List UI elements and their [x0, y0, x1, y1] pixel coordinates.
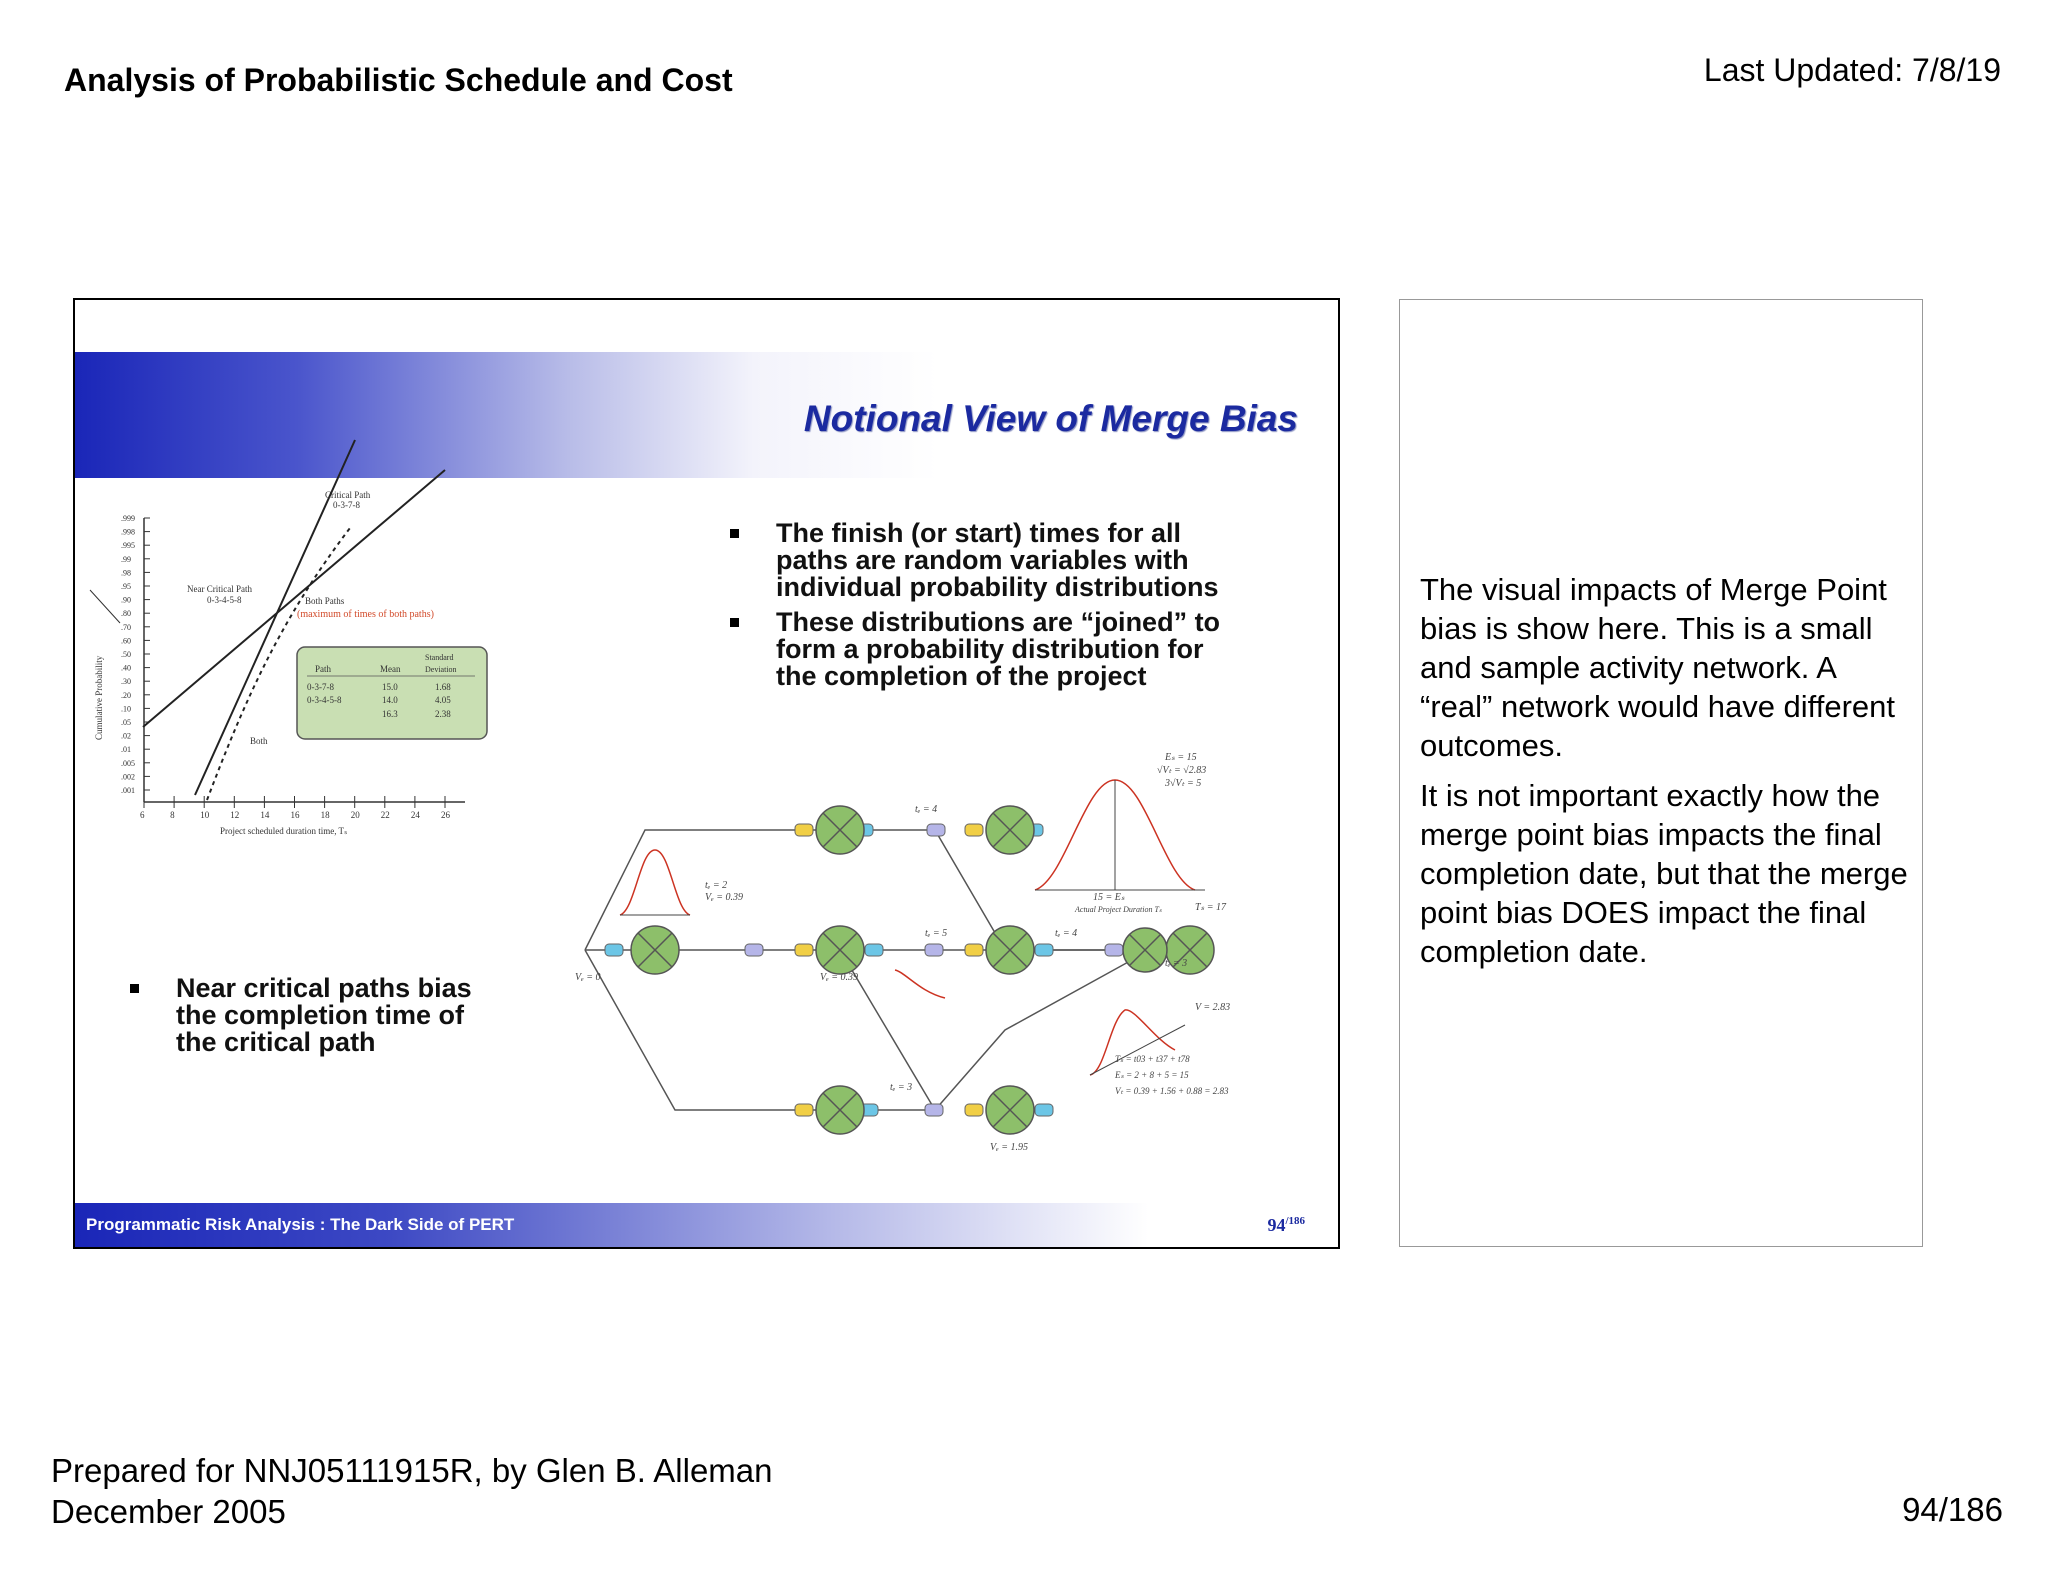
y-tick-label: .005 [121, 758, 135, 768]
y-tick-label: .50 [121, 650, 131, 659]
y-tick-label: .99 [121, 554, 131, 564]
last-updated-date: Last Updated: 7/8/19 [1703, 52, 2001, 88]
node-10 [986, 1086, 1034, 1134]
x-tick-label: 20 [350, 810, 360, 820]
svg-text:V = 2.83: V = 2.83 [1195, 1002, 1231, 1013]
y-tick-label: .05 [121, 718, 131, 727]
path-statistics-table [297, 647, 487, 739]
svg-text:Vₑ = 1.95: Vₑ = 1.95 [990, 1142, 1028, 1153]
svg-text:15 = Eₛ: 15 = Eₛ [1093, 892, 1125, 903]
critical-path-nodes: 0-3-7-8 [333, 500, 360, 510]
speaker-notes-text [1420, 570, 1910, 982]
bullet-item: The finish (or start) times for all paths are random variables with individual probability distributions [730, 520, 1230, 601]
slide-number: $94^{/186}$ [1267, 1215, 1305, 1235]
document-title: Analysis of Probabilistic Schedule and Cost [64, 62, 733, 98]
svg-text:Vₜ = 0.39 + 1.56 + 0.88 = 2.83: Vₜ = 0.39 + 1.56 + 0.88 = 2.83 [1115, 1086, 1229, 1096]
prepared-date: December 2005 [51, 1493, 286, 1530]
y-tick-label: .40 [121, 663, 131, 673]
notes-paragraph: It is not important exactly how the merge point bias impacts the final completion date, but that the merge point bias DOES impact the final completion date. [1420, 778, 1908, 969]
svg-text:tₑ = 2: tₑ = 2 [705, 880, 728, 891]
svg-text:tₑ = 4: tₑ = 4 [915, 804, 938, 815]
svg-text:15.0: 15.0 [382, 682, 398, 692]
svg-text:Vₑ = 0.39: Vₑ = 0.39 [820, 972, 858, 983]
slide-title: Notional View of Merge Bias [803, 398, 1298, 439]
svg-text:Tₛ = t03 + t37 + t78: Tₛ = t03 + t37 + t78 [1115, 1054, 1190, 1064]
svg-text:tₑ = 3: tₑ = 3 [1165, 958, 1188, 969]
slide-footer-bar [75, 1203, 1338, 1247]
prepared-line: Prepared for NNJ05111915R, by Glen B. Alleman [51, 1452, 773, 1489]
y-tick-label: .20 [121, 690, 131, 700]
notes-paragraph: The visual impacts of Merge Point bias is show here. This is a small and sample activity network. A “real” network would have different outcomes. [1420, 572, 1896, 763]
node-2 [816, 806, 864, 854]
prepared-for-footer [51, 1450, 773, 1532]
y-tick-label: .95 [121, 582, 131, 591]
x-tick-label: 8 [170, 810, 175, 820]
cumulative-probability-graph [75, 490, 545, 920]
y-axis-ticks [121, 514, 150, 795]
svg-text:Mean: Mean [380, 664, 401, 674]
near-critical-path-nodes: 0-3-4-5-8 [207, 595, 242, 605]
speaker-notes-panel [1399, 299, 1923, 1247]
x-tick-label: 18 [320, 810, 330, 820]
page-number: 94/186 [1902, 1491, 2003, 1528]
both-label: Both [250, 736, 268, 746]
node-1 [816, 1086, 864, 1134]
y-tick-label: .80 [121, 609, 131, 619]
x-tick-label: 16 [290, 810, 300, 820]
critical-path-label: Critical Path [325, 490, 371, 500]
svg-text:Eₛ = 2 + 8 + 5 = 15: Eₛ = 2 + 8 + 5 = 15 [1115, 1070, 1189, 1080]
y-tick-label: .02 [121, 731, 131, 741]
x-tick-label: 26 [441, 810, 450, 820]
svg-text:2.38: 2.38 [435, 709, 451, 719]
svg-text:√Vₜ = √2.83: √Vₜ = √2.83 [1157, 765, 1207, 776]
slide-footer-text: Programmatic Risk Analysis : The Dark Side of PERT [86, 1215, 515, 1234]
node-0 [631, 926, 679, 974]
y-axis-label: Cumulative Probability [94, 655, 104, 740]
y-tick-label: .10 [121, 704, 131, 714]
y-tick-label: .998 [121, 527, 135, 537]
y-tick-label: .30 [121, 677, 131, 687]
bullet-item: These distributions are “joined” to form a probability distribution for the completion of the project [730, 609, 1230, 690]
activity-network-diagram [545, 740, 1245, 1180]
both-paths-label: Both Paths [305, 596, 345, 606]
slide-bullets-left [130, 975, 500, 1064]
y-tick-label: .995 [121, 541, 135, 551]
y-tick-label: .70 [121, 622, 131, 632]
svg-text:16.3: 16.3 [382, 709, 398, 719]
svg-text:Tₛ = 17: Tₛ = 17 [1195, 902, 1227, 913]
y-tick-label: .90 [121, 595, 131, 605]
near-critical-path-label: Near Critical Path [187, 584, 252, 594]
distribution-curves [620, 780, 1195, 1075]
network-nodes [631, 806, 1214, 1134]
y-tick-label: .98 [121, 568, 131, 578]
y-tick-label: .002 [121, 772, 135, 782]
x-tick-label: 6 [140, 810, 145, 820]
svg-text:0-3-7-8: 0-3-7-8 [307, 682, 334, 692]
svg-text:Vₑ = 0: Vₑ = 0 [575, 972, 601, 983]
node-3 [816, 926, 864, 974]
svg-text:Vₑ = 0.39: Vₑ = 0.39 [705, 892, 743, 903]
svg-text:Deviation: Deviation [425, 665, 457, 674]
x-tick-label: 24 [410, 810, 420, 820]
x-axis-ticks [140, 796, 451, 820]
x-axis-label: Project scheduled duration time, Tₛ [220, 826, 348, 836]
both-paths-note: (maximum of times of both paths) [297, 609, 434, 620]
svg-text:Actual Project Duration Tₛ: Actual Project Duration Tₛ [1075, 905, 1162, 914]
node-7 [986, 926, 1034, 974]
svg-text:3√Vₜ = 5: 3√Vₜ = 5 [1165, 778, 1202, 789]
x-tick-label: 12 [230, 810, 240, 820]
svg-text:0-3-4-5-8: 0-3-4-5-8 [307, 695, 342, 705]
distribution-axes [620, 780, 1205, 1075]
x-tick-label: 10 [200, 810, 210, 820]
svg-text:Path: Path [315, 664, 332, 674]
y-tick-label: .01 [121, 745, 131, 755]
bullet-item: Near critical paths bias the completion time of the critical path [130, 975, 500, 1056]
svg-text:tₑ = 5: tₑ = 5 [925, 928, 948, 939]
node-14 [1123, 928, 1167, 972]
x-tick-label: 14 [260, 810, 270, 820]
slide-thumbnail [73, 298, 1340, 1249]
y-tick-label: .001 [121, 786, 135, 795]
x-tick-label: 22 [380, 810, 390, 820]
svg-text:Eₛ = 15: Eₛ = 15 [1165, 752, 1197, 763]
svg-text:tₑ = 3: tₑ = 3 [890, 1082, 913, 1093]
y-tick-label: .999 [121, 514, 135, 523]
svg-text:Standard: Standard [425, 653, 454, 662]
svg-text:1.68: 1.68 [435, 682, 451, 692]
slide-bullets-right [730, 520, 1230, 698]
svg-text:14.0: 14.0 [382, 695, 398, 705]
svg-text:4.05: 4.05 [435, 695, 451, 705]
svg-text:tₑ = 4: tₑ = 4 [1055, 928, 1078, 939]
node-6 [986, 806, 1034, 854]
y-tick-label: .60 [121, 636, 131, 646]
